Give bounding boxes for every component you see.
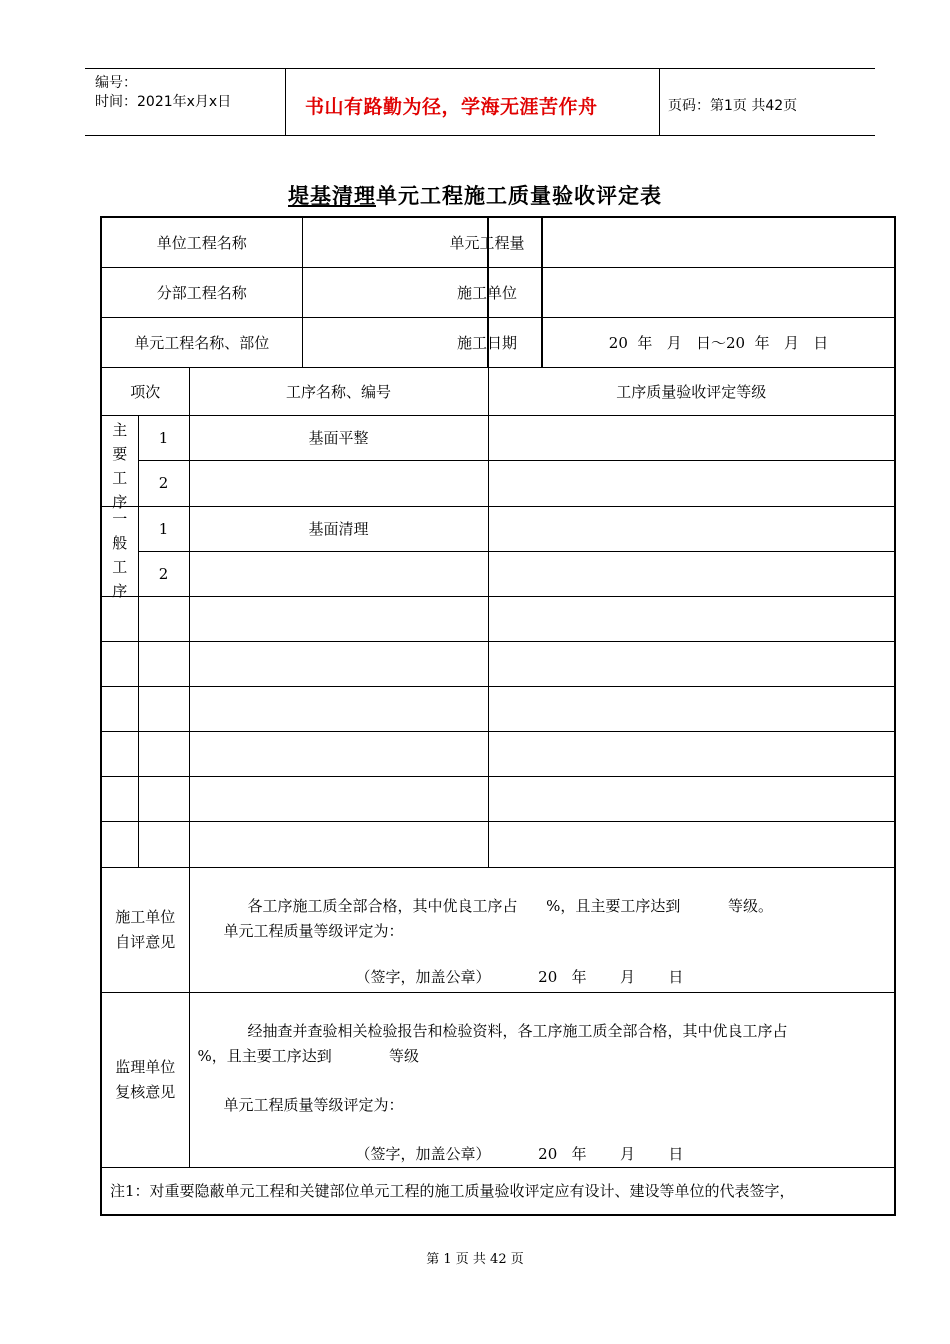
- process-name: 基面平整: [189, 415, 488, 461]
- supervise-line2: %，且主要工序达到 等级: [197, 1046, 419, 1065]
- self-eval-line1: 各工序施工质全部合格，其中优良工序占 %，且主要工序达到 等级。: [247, 896, 774, 915]
- process-name: [189, 461, 488, 507]
- col-item-header: 项次: [101, 367, 189, 415]
- unit-quantity-field[interactable]: [542, 217, 895, 267]
- self-eval-sign: （签字，加盖公章） 20 年 月 日: [355, 967, 684, 986]
- process-grade-field[interactable]: [488, 506, 895, 551]
- blank-row: [101, 731, 895, 776]
- supervise-line3: 单元工程质量等级评定为：: [223, 1095, 404, 1114]
- header-bottom-rule: [85, 135, 875, 136]
- process-grade-field[interactable]: [488, 551, 895, 596]
- evaluation-form: [100, 216, 896, 1216]
- self-eval-line2: 单元工程质量等级评定为：: [223, 921, 404, 940]
- blank-row: [101, 686, 895, 731]
- row-number: 1: [138, 415, 189, 461]
- construction-date-value[interactable]: 20 年 月 日～20 年 月 日: [542, 317, 895, 367]
- self-eval-label: 施工单位自评意见: [101, 867, 189, 992]
- process-name: 基面清理: [189, 506, 488, 551]
- supervise-label: 监理单位复核意见: [101, 992, 189, 1167]
- title-underlined: 堤基清理: [288, 184, 376, 208]
- construction-unit-field[interactable]: [542, 267, 895, 317]
- general-process-label: 一般工序: [101, 506, 138, 596]
- blank-row: [101, 776, 895, 821]
- document-code: 编号：: [95, 75, 137, 91]
- main-process-label: 主要工序: [101, 415, 138, 506]
- supervise-sign: （签字，加盖公章） 20 年 月 日: [355, 1144, 684, 1163]
- document-time: 时间：2021年x月x日: [95, 94, 232, 110]
- note-cell: [101, 1167, 895, 1215]
- unit-project-name-label: 单位工程名称: [101, 217, 302, 267]
- supervise-content[interactable]: [189, 992, 895, 1167]
- col-grade-header: 工序质量验收评定等级: [488, 367, 895, 415]
- blank-row: [101, 596, 895, 641]
- header-divider-2: [659, 68, 660, 136]
- note-text: 注1：对重要隐蔽单元工程和关键部位单元工程的施工质量验收评定应有设计、建设等单位的代表签字，: [110, 1182, 795, 1201]
- header-divider-1: [285, 68, 286, 136]
- process-grade-field[interactable]: [488, 461, 895, 507]
- row-number: 1: [138, 506, 189, 551]
- element-name-part-label: 单元工程名称、部位: [101, 317, 302, 367]
- blank-row: [101, 641, 895, 686]
- blank-row: [101, 821, 895, 867]
- header-motto: 书山有路勤为径，学海无涯苦作舟: [305, 96, 598, 118]
- unit-quantity-label: 单元工程量: [488, 217, 542, 267]
- title-rest: 单元工程施工质量验收评定表: [376, 184, 662, 208]
- construction-unit-label: 施工单位: [488, 267, 542, 317]
- supervise-line1: 经抽查并查验相关检验报告和检验资料，各工序施工质全部合格，其中优良工序占: [247, 1021, 788, 1040]
- process-name: [189, 551, 488, 596]
- division-name-label: 分部工程名称: [101, 267, 302, 317]
- row-number: 2: [138, 461, 189, 507]
- col-process-header: 工序名称、编号: [189, 367, 488, 415]
- row-number: 2: [138, 551, 189, 596]
- header-top-rule: [85, 68, 875, 69]
- header-page-info: 页码：第1页 共42页: [668, 98, 798, 114]
- process-grade-field[interactable]: [488, 415, 895, 461]
- page-title: [0, 180, 950, 210]
- self-eval-content[interactable]: [189, 867, 895, 992]
- footer-page-number: 第 1 页 共 42 页: [426, 1252, 524, 1267]
- construction-date-label: 施工日期: [488, 317, 542, 367]
